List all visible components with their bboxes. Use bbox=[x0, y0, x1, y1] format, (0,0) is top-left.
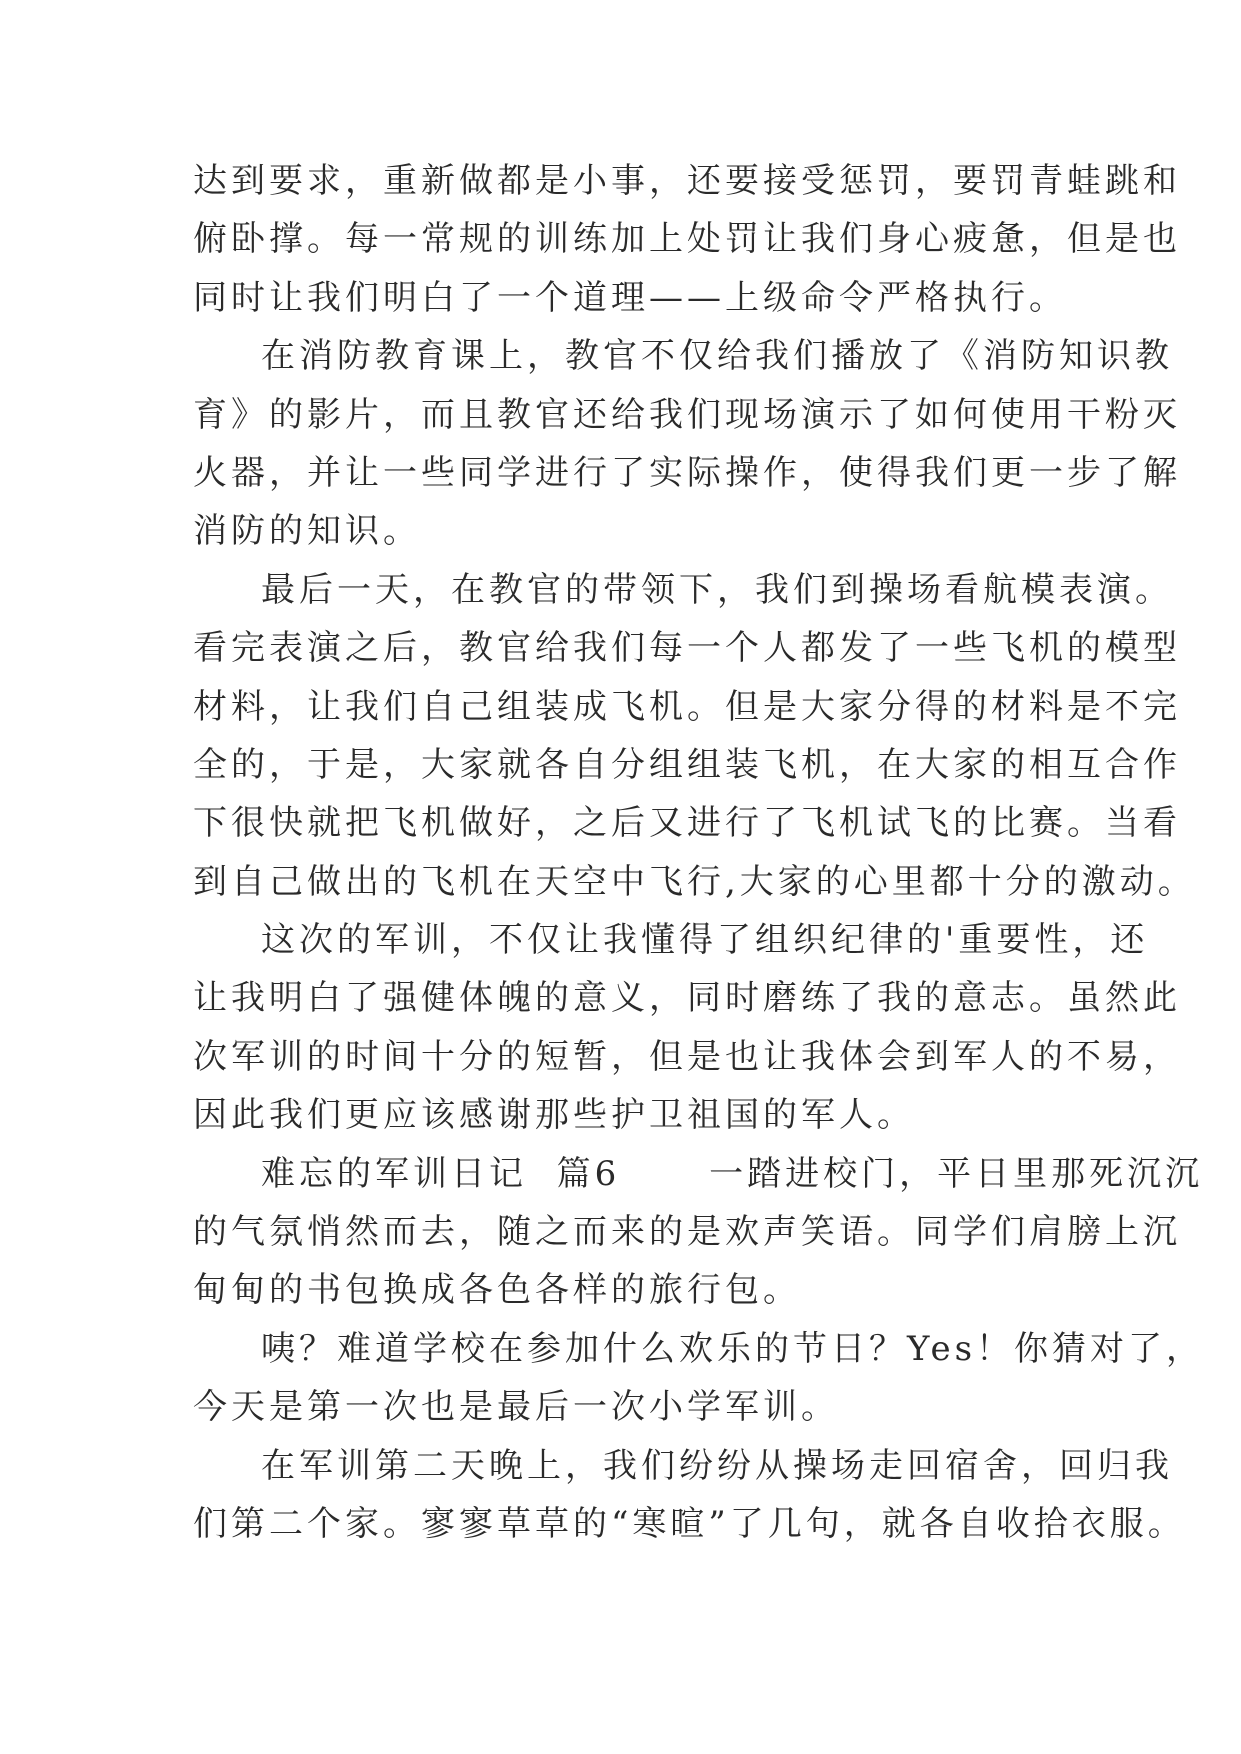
paragraph-start-line: 在消防教育课上，教官不仅给我们播放了《消防知识教 bbox=[261, 336, 1173, 377]
text-line: 的气氛悄然而去，随之而来的是欢声笑语。同学们肩膀上沉 bbox=[193, 1212, 1181, 1253]
text-line: 俯卧撑。每一常规的训练加上处罚让我们身心疲惫，但是也 bbox=[193, 219, 1181, 260]
text-line: 育》的影片，而且教官还给我们现场演示了如何使用干粉灭 bbox=[193, 394, 1181, 435]
text-line: 让我明白了强健体魄的意义，同时磨练了我的意志。虽然此 bbox=[193, 978, 1181, 1019]
paragraph-start-line: 咦？难道学校在参加什么欢乐的节日？Yes！你猜对了， bbox=[261, 1328, 1205, 1369]
text-line: 同时让我们明白了一个道理——上级命令严格执行。 bbox=[193, 277, 1067, 318]
section-heading-line: 难忘的军训日记 篇6 一踏进校门，平日里那死沉沉 bbox=[261, 1153, 1204, 1194]
text-line: 达到要求，重新做都是小事，还要接受惩罚，要罚青蛙跳和 bbox=[193, 161, 1181, 201]
text-line: 们第二个家。寥寥草草的“寒暄”了几句，就各自收拾衣服。 bbox=[193, 1503, 1186, 1544]
document-body bbox=[193, 152, 1205, 1553]
paragraph-start-line: 在军训第二天晚上，我们纷纷从操场走回宿舍，回归我 bbox=[261, 1445, 1173, 1486]
paragraph-start-line: 这次的军训，不仅让我懂得了组织纪律的'重要性，还 bbox=[261, 920, 1149, 961]
text-line: 到自己做出的飞机在天空中飞行,大家的心里都十分的激动。 bbox=[193, 861, 1196, 902]
paragraph-start-line: 最后一天，在教官的带领下，我们到操场看航模表演。 bbox=[261, 569, 1173, 610]
text-line: 消防的知识。 bbox=[193, 511, 421, 552]
text-line: 全的，于是，大家就各自分组组装飞机，在大家的相互合作 bbox=[193, 744, 1181, 785]
text-line: 次军训的时间十分的短暂，但是也让我体会到军人的不易， bbox=[193, 1036, 1181, 1077]
text-line: 材料，让我们自己组装成飞机。但是大家分得的材料是不完 bbox=[193, 686, 1181, 727]
text-line: 因此我们更应该感谢那些护卫祖国的军人。 bbox=[193, 1095, 915, 1136]
text-line: 下很快就把飞机做好，之后又进行了飞机试飞的比赛。当看 bbox=[193, 803, 1181, 844]
text-line: 看完表演之后，教官给我们每一个人都发了一些飞机的模型 bbox=[193, 628, 1181, 669]
text-line: 甸甸的书包换成各色各样的旅行包。 bbox=[193, 1270, 801, 1311]
text-line: 火器，并让一些同学进行了实际操作，使得我们更一步了解 bbox=[193, 452, 1181, 493]
text-line: 今天是第一次也是最后一次小学军训。 bbox=[193, 1387, 839, 1428]
